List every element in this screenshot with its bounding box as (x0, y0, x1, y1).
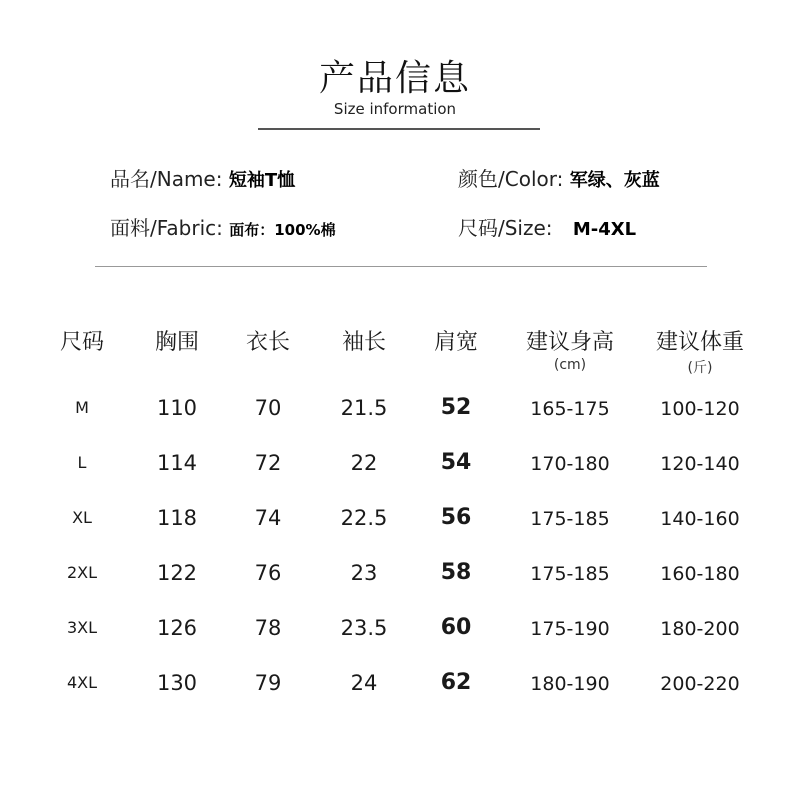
header-size: 尺码 (59, 330, 104, 355)
product-name-row (110, 163, 295, 192)
product-fabric-label: 面料/Fabric: (110, 216, 223, 240)
cell-size: 2XL (66, 563, 98, 582)
header-shoulder: 肩宽 (433, 330, 478, 355)
title-divider (258, 128, 540, 130)
cell-size: XL (72, 508, 92, 527)
product-size-value: M-4XL (572, 219, 637, 240)
product-fabric-value: 面布：100%棉 (229, 221, 336, 239)
header-weight-unit: (斤) (687, 360, 713, 376)
cell-sleeve: 24 (350, 671, 378, 695)
cell-length: 74 (254, 506, 282, 530)
cell-chest: 126 (156, 616, 198, 640)
cell-size: 3XL (66, 618, 98, 637)
cell-weight: 120-140 (660, 453, 740, 475)
cell-size: 4XL (66, 673, 98, 692)
cell-height: 170-180 (530, 453, 610, 475)
cell-weight: 160-180 (660, 563, 740, 585)
cell-size: M (75, 398, 89, 417)
header-chest: 胸围 (154, 330, 199, 355)
header-height: 建议身高 (525, 330, 614, 355)
cell-sleeve: 22 (350, 451, 378, 475)
product-color-row (458, 163, 660, 192)
cell-chest: 110 (156, 396, 198, 420)
product-fabric-row (110, 212, 336, 241)
cell-height: 180-190 (530, 673, 610, 695)
cell-height: 175-185 (530, 508, 610, 530)
header-sleeve: 袖长 (341, 330, 386, 355)
product-name-value: 短袖T恤 (228, 170, 296, 191)
cell-sleeve: 21.5 (340, 396, 388, 420)
info-divider (95, 266, 707, 267)
product-color-label: 颜色/Color: (458, 167, 564, 191)
cell-size: L (77, 453, 87, 472)
page-subtitle: Size information (333, 100, 457, 118)
cell-length: 76 (254, 561, 282, 585)
cell-height: 165-175 (530, 398, 610, 420)
cell-sleeve: 23 (350, 561, 378, 585)
cell-chest: 118 (156, 506, 198, 530)
cell-chest: 130 (156, 671, 198, 695)
cell-weight: 100-120 (660, 398, 740, 420)
product-name-label: 品名/Name: (110, 167, 223, 191)
header-length: 衣长 (245, 330, 290, 355)
cell-shoulder: 52 (440, 395, 472, 420)
product-color-value: 军绿、灰蓝 (569, 170, 660, 191)
cell-height: 175-185 (530, 563, 610, 585)
page-title: 产品信息 (318, 58, 471, 99)
cell-chest: 122 (156, 561, 198, 585)
cell-length: 79 (254, 671, 282, 695)
cell-shoulder: 60 (440, 615, 472, 640)
header-weight: 建议体重 (655, 330, 744, 355)
cell-length: 72 (254, 451, 282, 475)
cell-weight: 200-220 (660, 673, 740, 695)
cell-weight: 140-160 (660, 508, 740, 530)
product-size-label: 尺码/Size: (458, 216, 553, 240)
cell-sleeve: 22.5 (340, 506, 388, 530)
cell-weight: 180-200 (660, 618, 740, 640)
cell-shoulder: 62 (440, 670, 472, 695)
cell-chest: 114 (156, 451, 198, 475)
cell-height: 175-190 (530, 618, 610, 640)
cell-shoulder: 54 (440, 450, 472, 475)
product-size-row (458, 212, 636, 241)
cell-shoulder: 58 (440, 560, 472, 585)
cell-length: 70 (254, 396, 282, 420)
cell-sleeve: 23.5 (340, 616, 388, 640)
cell-length: 78 (254, 616, 282, 640)
cell-shoulder: 56 (440, 505, 472, 530)
header-height-unit: (cm) (553, 357, 587, 373)
